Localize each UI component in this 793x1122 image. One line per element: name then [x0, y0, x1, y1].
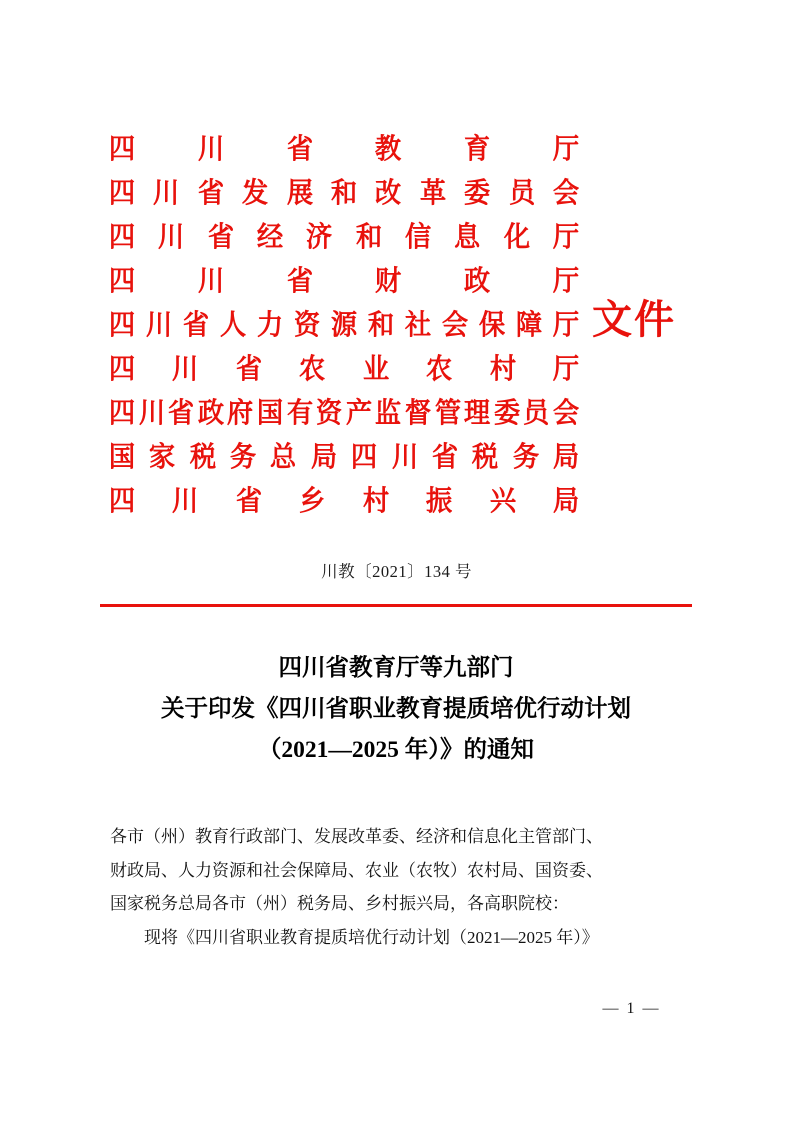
red-divider-rule: [100, 604, 692, 607]
letterhead-row: [108, 392, 580, 436]
letterhead-char: 四: [350, 442, 378, 473]
letterhead-agency-list: [108, 128, 580, 524]
letterhead-char: 国: [108, 442, 136, 473]
recipients-line: 国家税务总局各市（州）税务局、乡村振兴局，各高职院校：: [110, 894, 569, 913]
letterhead-char: 保: [478, 310, 506, 341]
letterhead-char: 会: [552, 398, 580, 429]
letterhead-char: 川: [172, 486, 199, 517]
letterhead-char: 振: [425, 486, 453, 517]
letterhead-char: 资: [315, 398, 343, 429]
letterhead-row: [108, 348, 580, 392]
letterhead-char: 税: [472, 442, 499, 473]
letterhead-char: 四: [108, 310, 136, 341]
letterhead-char: 育: [464, 134, 491, 165]
letterhead-char: 力: [256, 310, 284, 341]
letterhead-char: 村: [362, 486, 389, 517]
letterhead-char: 信: [404, 222, 432, 253]
letterhead-char: 省: [286, 266, 313, 297]
letterhead-char: 四: [108, 486, 136, 517]
letterhead-char: 川: [172, 354, 199, 385]
letterhead-char: 济: [306, 222, 333, 253]
letterhead-char: 厅: [552, 134, 580, 165]
recipients-line: 各市（州）教育行政部门、发展改革委、经济和信息化主管部门、: [110, 827, 603, 846]
letterhead-char: 四: [108, 354, 136, 385]
letterhead-char: 资: [293, 310, 321, 341]
letterhead-char: 川: [145, 310, 173, 341]
letterhead-char: 四: [108, 134, 136, 165]
letterhead-char: 员: [523, 398, 550, 429]
letterhead-char: 监: [375, 398, 402, 429]
letterhead-char: 人: [219, 310, 247, 341]
letterhead-char: 川: [391, 442, 418, 473]
letterhead-char: 教: [375, 134, 402, 165]
letterhead-char: 展: [286, 178, 313, 209]
letterhead-char: 财: [375, 266, 402, 297]
letterhead-char: 省: [197, 178, 224, 209]
letterhead-document-mark: 文件: [592, 297, 676, 342]
letterhead-char: 厅: [552, 354, 580, 385]
page-title: [100, 648, 692, 771]
letterhead-char: 川: [138, 398, 165, 429]
letterhead-char: 和: [367, 310, 395, 341]
letterhead-char: 和: [355, 222, 382, 253]
letterhead-char: 委: [493, 398, 520, 429]
letterhead-char: 四: [108, 398, 136, 429]
letterhead-row: [108, 216, 580, 260]
letterhead-char: 家: [149, 442, 176, 473]
letterhead-row: [108, 304, 580, 348]
letterhead-char: 局: [310, 442, 337, 473]
letterhead-char: 四: [108, 266, 136, 297]
letterhead-row: [108, 128, 580, 172]
letterhead-char: 兴: [489, 486, 516, 517]
letterhead-char: 国: [256, 398, 284, 429]
letterhead-row: [108, 436, 580, 480]
recipients-line: 财政局、人力资源和社会保障局、农业（农牧）农村局、国资委、: [110, 860, 603, 880]
letterhead-char: 省: [168, 398, 195, 429]
letterhead-char: 会: [441, 310, 469, 341]
letterhead-char: 川: [158, 222, 185, 253]
letterhead-char: 业: [362, 354, 389, 385]
letterhead-char: 厅: [552, 222, 580, 253]
letterhead-char: 产: [345, 398, 372, 429]
letterhead-char: 局: [552, 442, 580, 473]
letterhead-char: 局: [552, 486, 580, 517]
letterhead-char: 息: [454, 222, 481, 253]
letterhead-char: 省: [286, 134, 313, 165]
page-title-line-2: 关于印发《四川省职业教育提质培优行动计划: [161, 696, 631, 722]
letterhead-char: 总: [270, 442, 297, 473]
letterhead-char: 村: [489, 354, 516, 385]
page-title-line-1: 四川省教育厅等九部门: [278, 655, 514, 681]
document-number: 川教〔2021〕134 号: [321, 562, 472, 581]
letterhead-char: 社: [404, 310, 432, 341]
letterhead-char: 源: [330, 310, 358, 341]
letterhead-row: [108, 260, 580, 304]
letterhead-char: 四: [108, 178, 136, 209]
page-title-line-3: （2021—2025 年）》的通知: [257, 737, 535, 763]
letterhead-char: 有: [286, 398, 313, 429]
letterhead-char: 政: [197, 398, 224, 429]
letterhead-char: 府: [227, 398, 254, 429]
letterhead-char: 化: [503, 222, 530, 253]
letterhead-char: 员: [508, 178, 535, 209]
letterhead-row: [108, 172, 580, 216]
letterhead-char: 务: [512, 442, 539, 473]
letterhead-char: 乡: [299, 486, 326, 517]
letterhead-char: 改: [375, 178, 402, 209]
letterhead-char: 农: [425, 354, 453, 385]
letterhead-char: 经: [256, 222, 284, 253]
letterhead-char: 省: [207, 222, 234, 253]
letterhead-char: 川: [153, 178, 180, 209]
document-body: [110, 820, 688, 954]
letterhead-char: 委: [463, 178, 491, 209]
letterhead-char: 革: [419, 178, 446, 209]
letterhead-char: 理: [463, 398, 491, 429]
letterhead-char: 障: [515, 310, 543, 341]
letterhead-char: 省: [182, 310, 210, 341]
letterhead-char: 发: [242, 178, 269, 209]
letterhead-char: 和: [330, 178, 358, 209]
letterhead-char: 管: [434, 398, 461, 429]
letterhead-char: 川: [197, 134, 224, 165]
letterhead-char: 四: [108, 222, 136, 253]
letterhead-char: 政: [464, 266, 491, 297]
letterhead-char: 省: [431, 442, 459, 473]
page-number: — 1 —: [602, 1000, 661, 1017]
letterhead-char: 厅: [552, 310, 579, 341]
letterhead-char: 务: [229, 442, 257, 473]
body-paragraph: 现将《四川省职业教育提质培优行动计划（2021—2025 年）》: [144, 927, 599, 947]
letterhead-char: 厅: [552, 266, 580, 297]
letterhead-char: 税: [189, 442, 216, 473]
letterhead-char: 川: [197, 266, 224, 297]
letterhead-char: 农: [299, 354, 326, 385]
letterhead-row: [108, 480, 580, 524]
letterhead-char: 省: [235, 486, 263, 517]
letterhead-char: 会: [552, 178, 580, 209]
letterhead-char: 督: [404, 398, 432, 429]
letterhead-char: 省: [235, 354, 263, 385]
